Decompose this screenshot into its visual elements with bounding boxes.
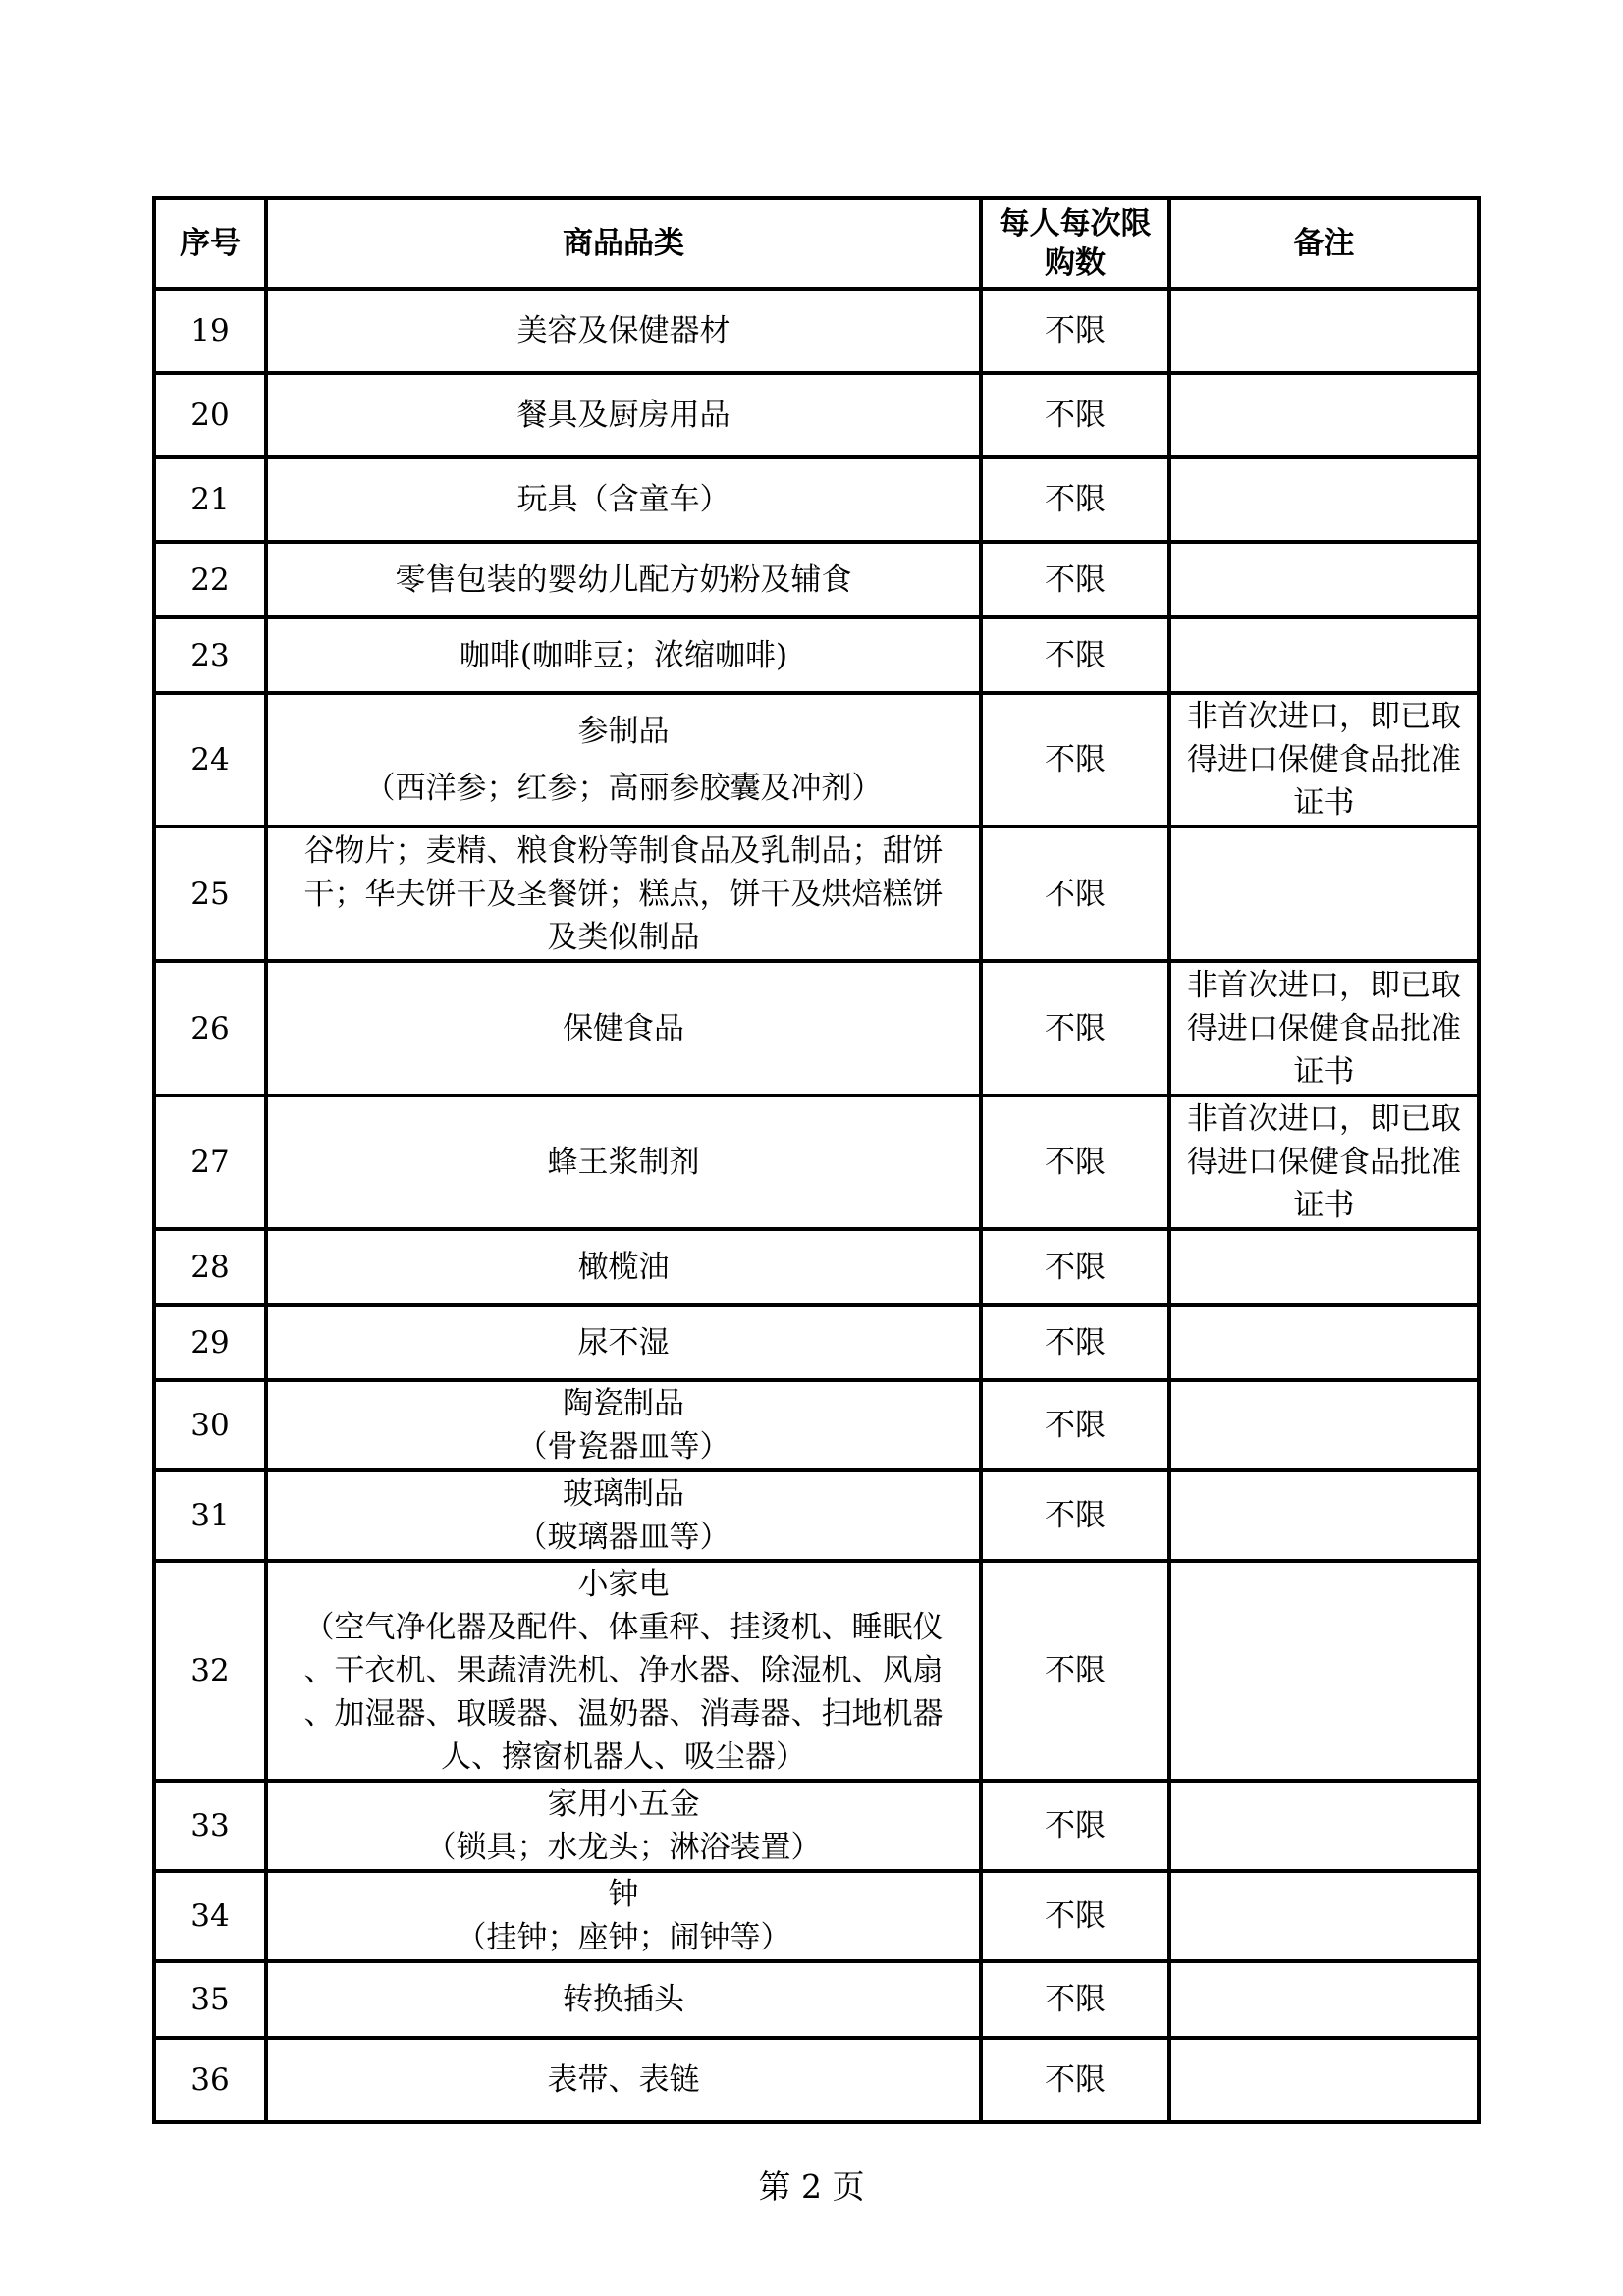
category-line: 干；华夫饼干及圣餐饼；糕点，饼干及烘焙糕饼 [303, 876, 944, 912]
row-limit: 不限 [981, 457, 1169, 542]
row-category [266, 373, 981, 457]
category-line: 餐具及厨房用品 [516, 398, 730, 433]
row-category [266, 961, 981, 1095]
header-limit-line: 每人每次限 [999, 206, 1152, 241]
row-number: 34 [154, 1871, 266, 1961]
table-row [154, 693, 1479, 827]
category-line: 、加湿器、取暖器、温奶器、消毒器、扫地机器 [303, 1696, 944, 1732]
table-row [154, 1961, 1479, 2038]
table-row [154, 373, 1479, 457]
table-row [154, 1305, 1479, 1380]
row-limit: 不限 [981, 827, 1169, 961]
row-note [1169, 542, 1479, 617]
table-row [154, 1561, 1479, 1781]
row-note [1169, 373, 1479, 457]
category-line: 钟 [608, 1877, 639, 1912]
row-limit: 不限 [981, 1095, 1169, 1229]
header-no: 序号 [154, 198, 266, 289]
table-row [154, 289, 1479, 373]
table-row [154, 961, 1479, 1095]
row-number: 23 [154, 617, 266, 693]
row-category [266, 289, 981, 373]
row-number: 36 [154, 2038, 266, 2122]
row-category [266, 693, 981, 827]
note-line: 得进口保健食品批准 [1187, 1010, 1461, 1046]
row-number: 25 [154, 827, 266, 961]
row-limit: 不限 [981, 289, 1169, 373]
row-number: 31 [154, 1470, 266, 1561]
row-limit: 不限 [981, 542, 1169, 617]
category-line: 玩具（含童车） [516, 482, 730, 517]
table-row [154, 1095, 1479, 1229]
row-note [1169, 1781, 1479, 1871]
table-row [154, 827, 1479, 961]
header-note: 备注 [1169, 198, 1479, 289]
row-limit: 不限 [981, 1781, 1169, 1871]
row-number: 32 [154, 1561, 266, 1781]
goods-limit-table [152, 196, 1481, 2124]
header-limit-line: 购数 [1045, 245, 1106, 281]
row-limit: 不限 [981, 1470, 1169, 1561]
row-category [266, 1095, 981, 1229]
row-category [266, 2038, 981, 2122]
row-note [1169, 1229, 1479, 1305]
row-note [1169, 1095, 1479, 1229]
row-number: 19 [154, 289, 266, 373]
note-line: 非首次进口，即已取 [1187, 1101, 1461, 1137]
row-note [1169, 1305, 1479, 1380]
row-number: 27 [154, 1095, 266, 1229]
category-line: 、干衣机、果蔬清洗机、净水器、除湿机、风扇 [303, 1653, 944, 1688]
table-row [154, 617, 1479, 693]
category-line: 保健食品 [563, 1010, 684, 1046]
category-line: 家用小五金 [547, 1787, 700, 1822]
row-note [1169, 827, 1479, 961]
category-line: 参制品 [577, 714, 670, 749]
table-row [154, 2038, 1479, 2122]
table-row [154, 1470, 1479, 1561]
goods-limit-table-container [152, 196, 1477, 2124]
row-category [266, 1961, 981, 2038]
category-line: （挂钟；座钟；闹钟等） [456, 1920, 791, 1955]
note-line: 得进口保健食品批准 [1187, 1145, 1461, 1180]
page-number: 第 2 页 [758, 2167, 865, 2206]
row-category [266, 1305, 981, 1380]
note-line: 非首次进口，即已取 [1187, 967, 1461, 1003]
category-line: 零售包装的婴幼儿配方奶粉及辅食 [395, 561, 852, 598]
row-limit: 不限 [981, 693, 1169, 827]
note-line: 非首次进口，即已取 [1187, 699, 1461, 734]
category-line: 小家电 [577, 1567, 670, 1602]
row-category [266, 617, 981, 693]
category-line: 美容及保健器材 [516, 313, 730, 348]
category-line: 人、擦窗机器人、吸尘器） [441, 1739, 806, 1775]
row-category [266, 1561, 981, 1781]
row-note [1169, 1470, 1479, 1561]
category-line: （锁具；水龙头；淋浴装置） [425, 1830, 822, 1865]
category-line: 转换插头 [563, 1982, 684, 2017]
table-row [154, 1380, 1479, 1470]
table-row [154, 1781, 1479, 1871]
category-line: （空气净化器及配件、体重秤、挂烫机、睡眠仪 [303, 1610, 944, 1645]
row-limit: 不限 [981, 1561, 1169, 1781]
row-category [266, 1781, 981, 1871]
category-line: （玻璃器皿等） [516, 1520, 730, 1555]
category-line: 尿不湿 [577, 1324, 670, 1361]
row-category [266, 1229, 981, 1305]
table-body [154, 289, 1479, 2122]
category-line: 陶瓷制品 [563, 1386, 684, 1421]
row-note [1169, 1871, 1479, 1961]
table-header-row [154, 198, 1479, 289]
category-line: 及类似制品 [547, 919, 700, 955]
row-number: 22 [154, 542, 266, 617]
row-category [266, 827, 981, 961]
row-limit: 不限 [981, 1961, 1169, 2038]
row-category [266, 1380, 981, 1470]
row-number: 29 [154, 1305, 266, 1380]
row-note [1169, 457, 1479, 542]
row-limit: 不限 [981, 961, 1169, 1095]
row-limit: 不限 [981, 1229, 1169, 1305]
category-line: 玻璃制品 [563, 1476, 684, 1512]
row-note [1169, 693, 1479, 827]
row-note [1169, 961, 1479, 1095]
row-number: 33 [154, 1781, 266, 1871]
category-line: 谷物片；麦精、粮食粉等制食品及乳制品；甜饼 [303, 832, 944, 869]
row-category [266, 1470, 981, 1561]
row-category [266, 1871, 981, 1961]
header-limit [981, 198, 1169, 289]
table-row [154, 542, 1479, 617]
row-note [1169, 1561, 1479, 1781]
row-number: 21 [154, 457, 266, 542]
row-limit: 不限 [981, 1380, 1169, 1470]
category-line: （西洋参；红参；高丽参胶囊及冲剂） [364, 771, 883, 806]
category-line: 蜂王浆制剂 [547, 1145, 700, 1180]
note-line: 得进口保健食品批准 [1187, 742, 1461, 777]
table-row [154, 457, 1479, 542]
row-note [1169, 1961, 1479, 2038]
row-category [266, 457, 981, 542]
category-line: 表带、表链 [547, 2062, 700, 2098]
row-category [266, 542, 981, 617]
row-number: 20 [154, 373, 266, 457]
category-line: 咖啡(咖啡豆；浓缩咖啡) [459, 637, 788, 673]
row-note [1169, 289, 1479, 373]
row-note [1169, 617, 1479, 693]
row-number: 26 [154, 961, 266, 1095]
row-number: 30 [154, 1380, 266, 1470]
row-limit: 不限 [981, 2038, 1169, 2122]
row-limit: 不限 [981, 373, 1169, 457]
row-limit: 不限 [981, 617, 1169, 693]
row-limit: 不限 [981, 1305, 1169, 1380]
header-category: 商品品类 [266, 198, 981, 289]
row-note [1169, 2038, 1479, 2122]
row-limit: 不限 [981, 1871, 1169, 1961]
row-number: 28 [154, 1229, 266, 1305]
row-number: 24 [154, 693, 266, 827]
note-line: 证书 [1293, 1053, 1355, 1090]
table-row [154, 1229, 1479, 1305]
table-row [154, 1871, 1479, 1961]
row-number: 35 [154, 1961, 266, 2038]
category-line: （骨瓷器皿等） [516, 1429, 730, 1465]
category-line: 橄榄油 [577, 1249, 670, 1285]
note-line: 证书 [1293, 1188, 1355, 1223]
row-note [1169, 1380, 1479, 1470]
note-line: 证书 [1293, 785, 1355, 821]
